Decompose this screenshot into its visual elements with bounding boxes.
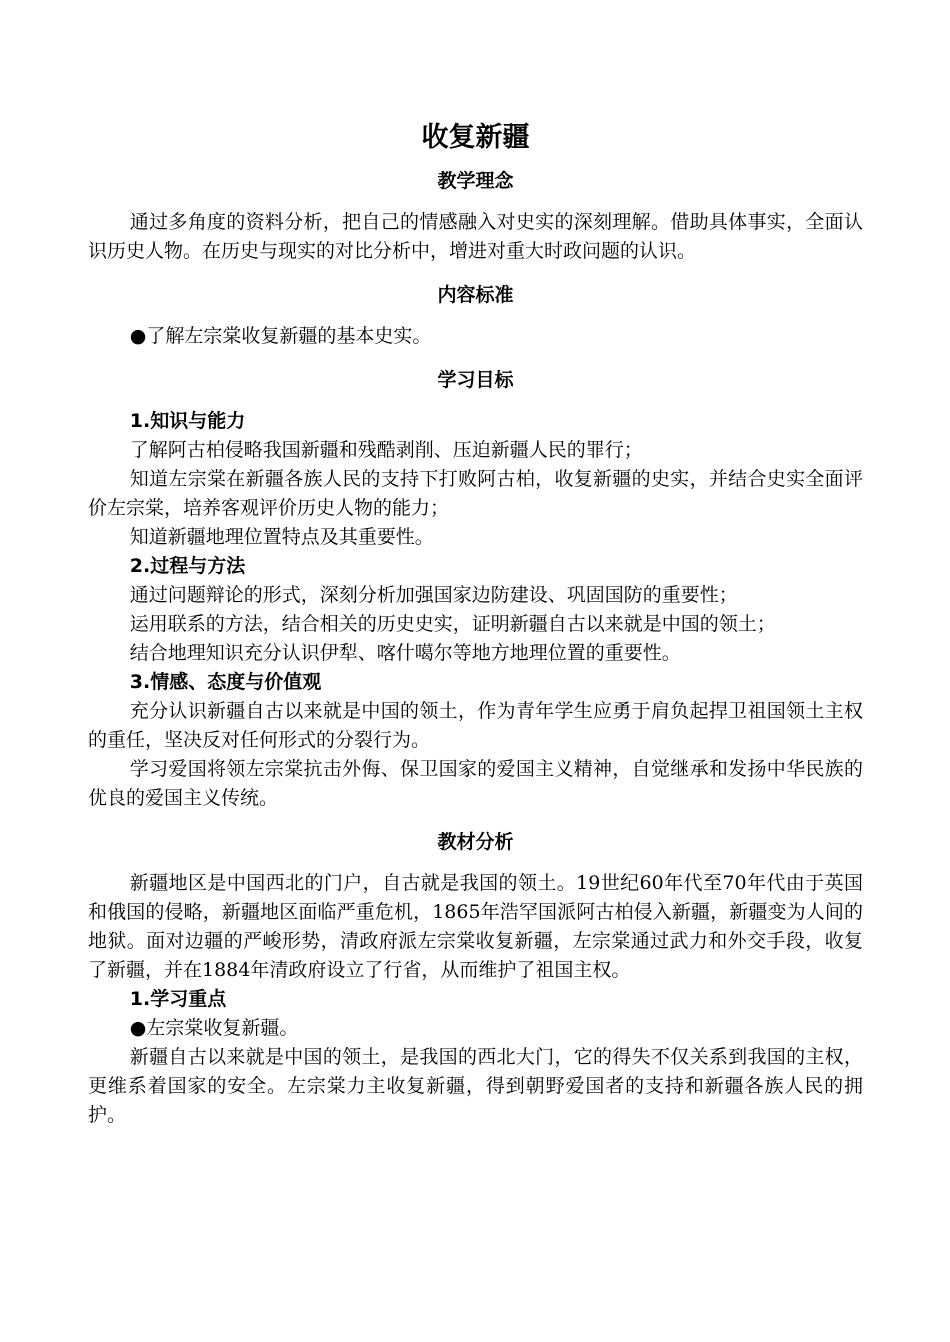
process-method-paragraph-3: 结合地理知识充分认识伊犁、喀什噶尔等地方地理位置的重要性。 [129,642,681,664]
knowledge-ability-paragraph-1: 了解阿古柏侵略我国新疆和残酷剥削、压迫新疆人民的罪行； [129,439,643,461]
section-heading-learning-objectives: 学习目标 [437,369,514,391]
section-heading-content-standard: 内容标准 [437,284,514,306]
subheading-learning-focus: 1.学习重点 [129,988,227,1010]
emotion-attitude-paragraph-1: 充分认识新疆自古以来就是中国的领土，作为青年学生应勇于肩负起捍卫祖国领土主权的重任，坚决反对任何形式的分裂行为。 [88,700,863,751]
learning-focus-bullet: ●左宗棠收复新疆。 [129,1017,299,1039]
process-method-paragraph-2: 运用联系的方法，结合相关的历史史实，证明新疆自古以来就是中国的领土； [129,613,776,635]
document-title: 收复新疆 [421,122,530,153]
subheading-knowledge-ability: 1.知识与能力 [129,410,246,432]
emotion-attitude-paragraph-2: 学习爱国将领左宗棠抗击外侮、保卫国家的爱国主义精神，自觉继承和发扬中华民族的优良的爱国主义传统。 [88,758,863,809]
knowledge-ability-paragraph-3: 知道新疆地理位置特点及其重要性。 [129,526,434,548]
process-method-paragraph-1: 通过问题辩论的形式，深刻分析加强国家边防建设、巩固国防的重要性； [129,584,738,606]
section-heading-teaching-concept: 教学理念 [437,170,514,192]
section-heading-textbook-analysis: 教材分析 [437,831,514,853]
textbook-analysis-paragraph: 新疆地区是中国西北的门户，自古就是我国的领土。19世纪60年代至70年代由于英国和俄国的侵略，新疆地区面临严重危机，1865年浩罕国派阿古柏侵入新疆，新疆变为人间的地狱。面对边疆的严峻形势，清政府派左宗棠收复新疆，左宗棠通过武力和外交手段，收复了新疆，并在1884年清政府设立了行省，从而维护了祖国主权。 [88,872,863,981]
subheading-emotion-attitude-values: 3.情感、态度与价值观 [129,671,322,693]
learning-focus-paragraph: 新疆自古以来就是中国的领土，是我国的西北大门，它的得失不仅关系到我国的主权，更维系着国家的安全。左宗棠力主收复新疆，得到朝野爱国者的支持和新疆各族人民的拥护。 [88,1046,863,1126]
teaching-concept-paragraph: 通过多角度的资料分析，把自己的情感融入对史实的深刻理解。借助具体事实，全面认识历史人物。在历史与现实的对比分析中，增进对重大时政问题的认识。 [88,211,863,262]
subheading-process-method: 2.过程与方法 [129,555,246,577]
content-standard-paragraph: ●了解左宗棠收复新疆的基本史实。 [129,325,432,347]
knowledge-ability-paragraph-2: 知道左宗棠在新疆各族人民的支持下打败阿古柏，收复新疆的史实，并结合史实全面评价左宗棠，培养客观评价历史人物的能力； [88,468,863,519]
document-page [88,118,863,1130]
